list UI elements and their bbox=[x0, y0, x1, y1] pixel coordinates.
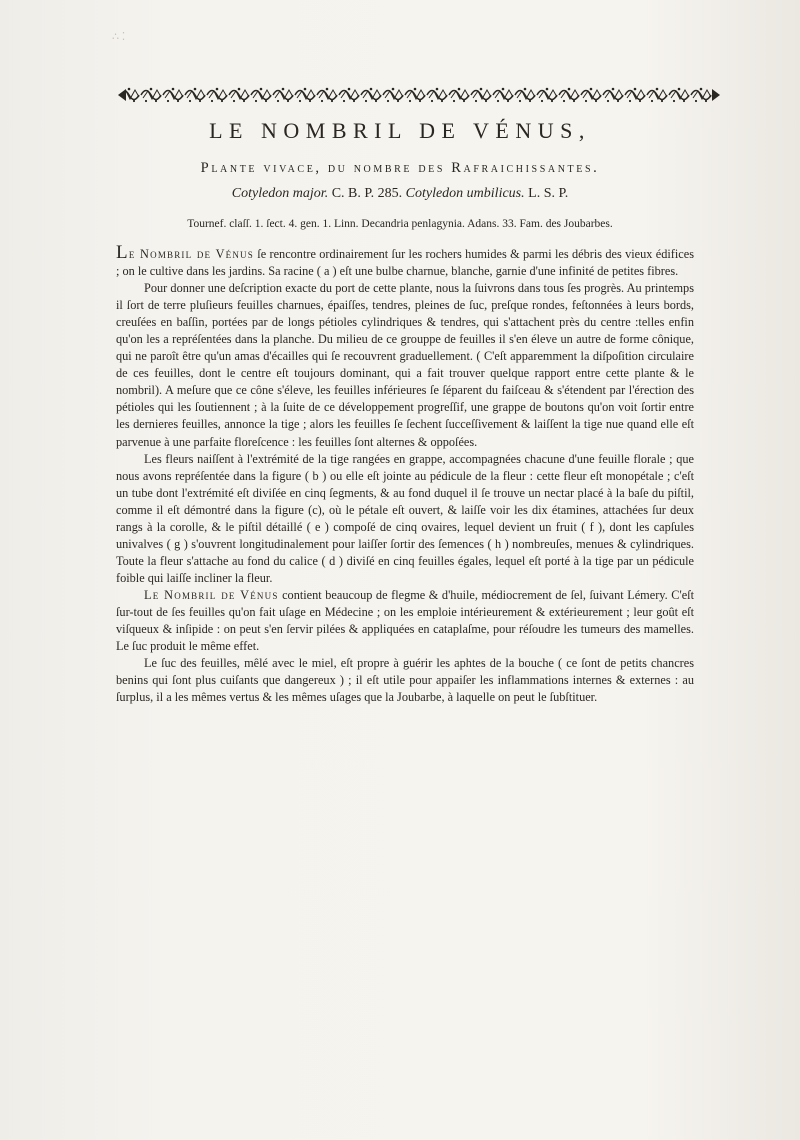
synonym-2-reference: L. S. P. bbox=[528, 186, 569, 201]
paragraph-1 bbox=[116, 244, 694, 280]
classification-line: Tournef. claſſ. 1. ſect. 4. gen. 1. Linn. Decandria penlagynia. Adans. 33. Fam. des Joubarbes. bbox=[187, 218, 613, 230]
body-text bbox=[116, 244, 694, 706]
synonym-1-name: Cotyledon major. bbox=[231, 186, 329, 201]
page-subtitle: Plante vivace, du nombre des Rafraichissantes. bbox=[200, 160, 600, 176]
botanical-synonyms bbox=[0, 186, 800, 202]
margin-smudge: ∴ ⁚ bbox=[112, 31, 126, 43]
paragraph-1-lead: Le Nombril de Vénus bbox=[116, 242, 254, 263]
paragraph-5: Le ſuc des feuilles, mêlé avec le miel, eſt propre à guérir les aphtes de la bouche ( ce ſont de petits chancres benins qui ſont plus cuiſants que dangereux ) ; il eſt utile pour appaiſer les inflammations internes & externes : au ſurplus, il a les mêmes vertus & les mêmes uſages que la Joubarbe, à laquelle on peut le ſubſtituer. bbox=[116, 656, 694, 705]
decorative-border-ornament bbox=[118, 84, 720, 106]
page-title: LE NOMBRIL DE VÉNUS, bbox=[209, 118, 591, 143]
paragraph-3: Les fleurs naiſſent à l'extrémité de la tige rangées en grappe, accompagnées chacune d'une feuille florale ; que nous avons repréſentée dans la figure ( b ) ou elle eſt jointe au pédicule de la fleur : cette fleur eſt monopétale ; c'eſt un tube dont l'extrémité eſt diviſée en cinq ſegments, & au fond duquel il ſe trouve un nectar placé à la baſe du piſtil, comme il eſt démontré dans la figure (c), où le pétale eſt ouvert, & laiſſe voir les dix étamines, attachées ſur deux rangs à la corolle, & le piſtil détaillé ( e ) compoſé de cinq ovaires, lequel devient un fruit ( f ), dont les capſules univalves ( g ) s'ouvrent longitudinalement pour laiſſer ſortir des ſemences ( h ) nombreuſes, menues & cylindriques. Toute la fleur s'attache au fond du calice ( d ) diviſé en cinq feuilles égales, lequel eſt porté à la tige par un pédicule foible qui laiſſe incliner la fleur. bbox=[116, 451, 694, 585]
paragraph-2: Pour donner une deſcription exacte du port de cette plante, nous la ſuivrons dans tous ſes progrès. Au printemps il ſort de terre pluſieurs feuilles charnues, épaiſſes, tendres, pleines de ſuc, preſque rondes, feſtonnées à leurs bords, creuſées en baſſin, portées par de longs pétioles cylindriques & tendres, qui s'attachent près du centre :telles enfin qu'on les a repréſentées dans la planche. Du milieu de ce grouppe de feuilles il s'en éleve un autre de forme cônique, qui ne paroît être qu'un amas d'écailles qui ſe recouvrent graduellement. ( C'eſt apparemment la diſpoſition circulaire de ces feuilles, dont le centre eſt toujours dominant, qui a fait trouver quelque rapport entre cette plante & le nombril). A meſure que ce cône s'éleve, les feuilles inférieures ſe ſéparent du faiſceau & s'étendent par l'érection des pétioles qui les ſoutiennent ; à la ſuite de ce développement progreſſif, une grappe de boutons qu'on voit ſortir entre les dernieres feuilles, annonce la tige ; alors les feuilles ſe ſechent ſucceſſivement & laiſſent la tige nue quand elle eſt parvenue à une parfaite floreſcence : les feuilles ſont alternes & oppoſées. bbox=[116, 281, 694, 449]
paragraph-4 bbox=[116, 587, 694, 655]
paragraph-1-text: ſe rencontre ordinairement ſur les rochers humides & parmi les débris des vieux édifices ; on le cultive dans les jardins. Sa racine ( a ) eſt une bulbe charnue, blanche, garnie d'une infinité de petites fibres. bbox=[116, 247, 694, 279]
paragraph-4-text: contient beaucoup de flegme & d'huile, médiocrement de ſel, ſuivant Lémery. C'eſt ſur-tout de ſes feuilles qu'on fait uſage en Médecine ; on les emploie intérieurement & extérieurement ; leur goût eſt viſqueux & inſipide : on peut s'en ſervir pilées & appliquées en cataplaſme, pour réſoudre les tumeurs des mamelles. Le ſuc produit le même effet. bbox=[116, 587, 694, 654]
synonym-1-reference: C. B. P. 285. bbox=[331, 186, 403, 201]
synonym-2-name: Cotyledon umbilicus. bbox=[405, 186, 525, 201]
paragraph-4-lead: Le Nombril de Vénus bbox=[144, 587, 279, 602]
